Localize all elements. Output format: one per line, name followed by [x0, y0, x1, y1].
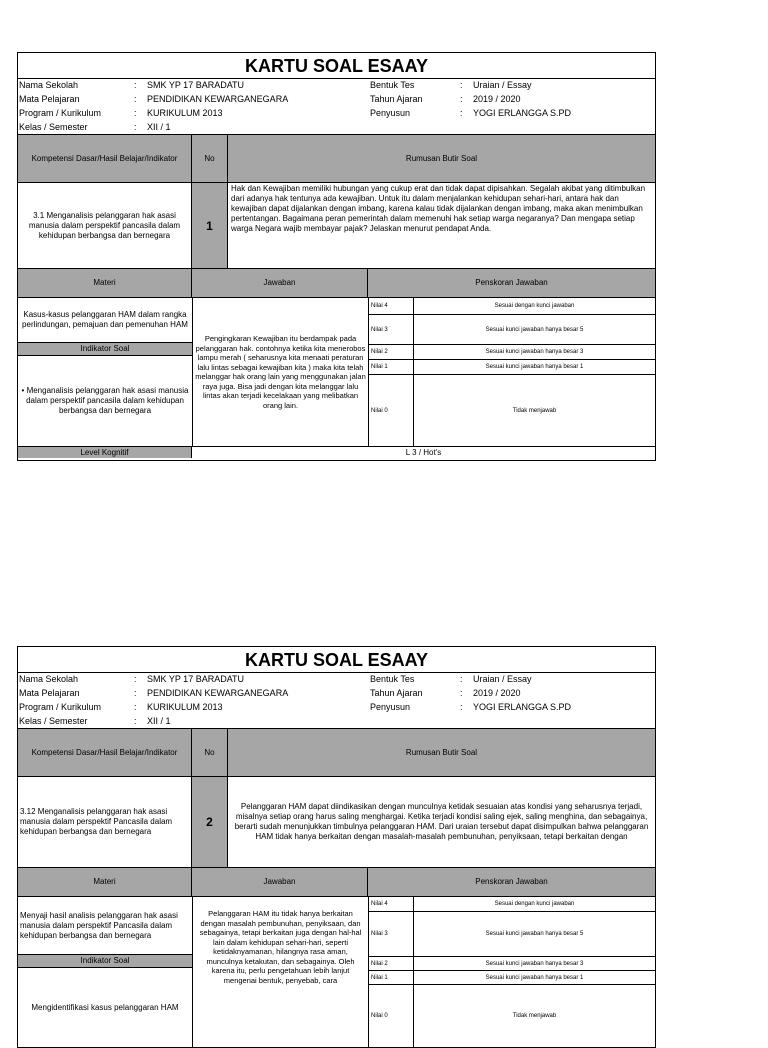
header-no: No	[192, 135, 228, 182]
score-row: Nilai 1 Sesuai kunci jawaban hanya besar 1	[369, 971, 655, 985]
info-value-tahun-ajaran: 2019 / 2020	[473, 688, 521, 698]
header-kompetensi: Kompetensi Dasar/Hasil Belajar/Indikator	[18, 135, 192, 182]
answer-body	[18, 297, 655, 446]
header-row	[18, 134, 655, 182]
info-value-kelas: XII / 1	[147, 122, 171, 132]
info-label-nama-sekolah: Nama Sekolah	[19, 80, 79, 90]
info-value-bentuk-tes: Uraian / Essay	[473, 80, 532, 90]
indikator-label: Indikator Soal	[18, 342, 192, 356]
header-rumusan: Rumusan Butir Soal	[405, 747, 478, 757]
answer-body	[18, 896, 655, 1047]
level-label: Level Kognitif	[18, 447, 192, 458]
score-row: Nilai 0 Tidak menjawab	[369, 985, 655, 1047]
score-table	[369, 897, 655, 1047]
question-row	[18, 776, 655, 867]
header-no: No	[192, 729, 228, 776]
info-label-kelas: Kelas / Semester	[19, 122, 88, 132]
info-label-nama-sekolah: Nama Sekolah	[19, 674, 79, 684]
card-title: KARTU SOAL ESAAY	[18, 647, 655, 673]
header-row	[18, 728, 655, 776]
score-row: Nilai 3 Sesuai kunci jawaban hanya besar 5	[369, 912, 655, 957]
question-card-2	[17, 646, 656, 1048]
card-info: Nama Sekolah : SMK YP 17 BARADATU Mata Pelajaran : PENDIDIKAN KEWARGANEGARA Program / Kurikulum : KURIKULUM 2013 Kelas / Semester : XII / 1 Bentuk Tes : Uraian / Essay Tahun Ajaran : 2019 / 2020 Penyusun : YOGI ERLANGGA S.PD	[19, 80, 572, 132]
score-row: Nilai 4 Sesuai dengan kunci jawaban	[369, 298, 655, 315]
score-row: Nilai 1 Sesuai kunci jawaban hanya besar 1	[369, 360, 655, 375]
header-penskoran: Penskoran Jawaban	[475, 877, 548, 886]
card-info: Nama Sekolah : SMK YP 17 BARADATU Mata Pelajaran : PENDIDIKAN KEWARGANEGARA Program / Kurikulum : KURIKULUM 2013 Kelas / Semester : XII / 1 Bentuk Tes : Uraian / Essay Tahun Ajaran : 2019 / 2020 Penyusun : YOGI ERLANGGA S.PD	[19, 674, 572, 726]
question-card-1	[17, 52, 656, 461]
header-materi: Materi	[18, 269, 192, 297]
score-row: Nilai 3 Sesuai kunci jawaban hanya besar 5	[369, 315, 655, 345]
question-row	[18, 182, 655, 268]
score-row: Nilai 4 Sesuai dengan kunci jawaban	[369, 897, 655, 912]
info-value-tahun-ajaran: 2019 / 2020	[473, 94, 521, 104]
score-table	[369, 298, 655, 446]
info-value-mata-pelajaran: PENDIDIKAN KEWARGANEGARA	[147, 688, 289, 698]
question-text: Hak dan Kewajiban memiliki hubungan yang cukup erat dan tidak dapat dipisahkan. Segalah akibat yang ditimbulkan dari adanya hak tentunya ada kewajiban. Untuk itu dalam menjalankan kehidupan sehari-hari, antara hak dan kewajiban dapat dijalankan dengan imbang, karena kalau tidak dijalankan dengan imbang, maka akan menimbulkan pertentangan. Bagaimana peran pemerintah dalam memenuhi hak setiap warga negaranya? Dan mengapa setiap warga Negara wajib membayar pajak? Jelaskan menurut pendapat Anda.	[231, 184, 646, 233]
answer-header-row	[18, 867, 655, 896]
question-number: 1	[192, 183, 228, 268]
header-penskoran: Penskoran Jawaban	[475, 278, 548, 287]
indikator-label: Indikator Soal	[18, 954, 192, 968]
materi-text: Kasus-kasus pelanggaran HAM dalam rangka perlindungan, pemajuan dan pemenuhan HAM	[22, 310, 188, 329]
score-row: Nilai 2 Sesuai kunci jawaban hanya besar 3	[369, 957, 655, 971]
jawaban-text: Pelanggaran HAM itu tidak hanya berkaitan dengan masalah pembunuhan, penyiksaan, dan sebagainya, tetapi berkaitan juga dengan hal-hal lain dalam kehidupan sehari-hari, seperti ketidaknyamanan, hilangnya rasa aman, munculnya ketakutan, dan sebagainya. Oleh karena itu, perlu pengetahuan lebih lanjut mengenai bentuk, penyebab, cara	[193, 897, 369, 1047]
question-number: 2	[192, 777, 228, 867]
info-label-bentuk-tes: Bentuk Tes	[370, 80, 415, 90]
jawaban-text: Pengingkaran Kewajiban itu berdampak pada pelanggaran hak. contohnya ketika kita menerobos lampu merah ( seharusnya kita menaati peraturan lalu lintas sebagai kewajiban kita ) maka kita telah melanggar hak orang lain yang menggunakan jalan raya juga. Bisa jadi dengan kita melanggar lalu lintas akan terjadi kecelakaan yang melibatkan orang lain.	[193, 298, 369, 446]
info-label-kelas: Kelas / Semester	[19, 716, 88, 726]
score-row: Nilai 0 Tidak menjawab	[369, 375, 655, 446]
info-label-mata-pelajaran: Mata Pelajaran	[19, 94, 80, 104]
info-value-kelas: XII / 1	[147, 716, 171, 726]
indikator-text: • Menganalisis pelanggaran hak asasi manusia dalam perspektif pancasila dalam kehidupan berbangsa dan bernegara	[21, 386, 189, 415]
info-value-penyusun: YOGI ERLANGGA S.PD	[473, 108, 572, 118]
info-value-nama-sekolah: SMK YP 17 BARADATU	[147, 80, 245, 90]
level-value: L 3 / Hot's	[405, 447, 442, 457]
info-value-nama-sekolah: SMK YP 17 BARADATU	[147, 674, 245, 684]
indikator-text: Mengidentifikasi kasus pelanggaran HAM	[31, 1002, 179, 1012]
card-title: KARTU SOAL ESAAY	[18, 53, 655, 79]
answer-header-row	[18, 268, 655, 297]
question-text: Pelanggaran HAM dapat diindikasikan dengan munculnya ketidak sesuaian atas kondisi yang seharusnya terjadi, misalnya setiap orang harus saling menghargai. Ketika terjadi kondisi saling ejek, saling menghina, dan sebagainya, berarti sudah menunjukkan timbulnya pelanggaran HAM. Dari uraian tersebut dapat disimpulkan bahwa pelanggaran HAM tidak hanya berkaitan dengan masalah-masalah pembunuhan, penyiksaan, tetapi berkaitan dengan	[234, 802, 649, 841]
info-label-tahun-ajaran: Tahun Ajaran	[370, 688, 423, 698]
info-label-tahun-ajaran: Tahun Ajaran	[370, 94, 423, 104]
header-jawaban: Jawaban	[192, 269, 368, 297]
info-label-penyusun: Penyusun	[370, 702, 411, 712]
kompetensi-text: 3.1 Menganalisis pelanggaran hak asasi manusia dalam perspektif pancasila dalam kehidupan berbangsa dan bernegara	[18, 183, 192, 268]
level-row	[18, 446, 655, 458]
info-label-program: Program / Kurikulum	[19, 108, 102, 118]
header-rumusan: Rumusan Butir Soal	[405, 153, 478, 163]
info-value-penyusun: YOGI ERLANGGA S.PD	[473, 702, 572, 712]
info-value-program: KURIKULUM 2013	[147, 108, 223, 118]
info-value-bentuk-tes: Uraian / Essay	[473, 674, 532, 684]
info-label-program: Program / Kurikulum	[19, 702, 102, 712]
info-label-bentuk-tes: Bentuk Tes	[370, 674, 415, 684]
header-kompetensi: Kompetensi Dasar/Hasil Belajar/Indikator	[18, 729, 192, 776]
info-label-penyusun: Penyusun	[370, 108, 411, 118]
info-label-mata-pelajaran: Mata Pelajaran	[19, 688, 80, 698]
info-value-program: KURIKULUM 2013	[147, 702, 223, 712]
materi-text: Menyaji hasil analisis pelanggaran hak asasi manusia dalam perspektif Pancasila dalam kehidupan berbangsa dan bernegara	[20, 910, 178, 940]
score-row: Nilai 2 Sesuai kunci jawaban hanya besar 3	[369, 345, 655, 360]
header-materi: Materi	[18, 868, 192, 896]
info-value-mata-pelajaran: PENDIDIKAN KEWARGANEGARA	[147, 94, 289, 104]
header-jawaban: Jawaban	[192, 868, 368, 896]
kompetensi-text: 3.12 Menganalisis pelanggaran hak asasi manusia dalam perspektif Pancasila dalam kehidupan berbangsa dan bernegara	[18, 777, 192, 867]
